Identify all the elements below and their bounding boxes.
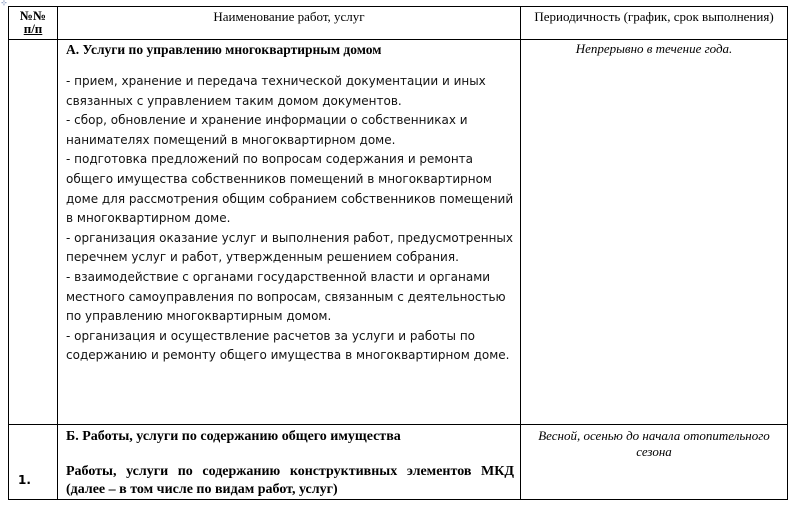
list-item: - прием, хранение и передача технической документации и иных связанных с управлением таким домом документов. <box>66 74 486 108</box>
section-b-subtitle: Работы, услуги по содержанию конструктивных элементов МКД (далее – в том числе по видам работ, услуг) <box>66 464 514 497</box>
table-header-row <box>9 7 788 40</box>
table-row <box>9 425 788 500</box>
section-a-items <box>58 72 520 366</box>
row-a-number-cell <box>9 40 58 425</box>
header-period-cell: Периодичность (график, срок выполнения) <box>521 7 788 40</box>
section-b-title: Б. Работы, услуги по содержанию общего имущества <box>66 429 401 444</box>
header-name-cell: Наименование работ, услуг <box>58 7 521 40</box>
anchor-icon: ⊹ <box>1 0 7 7</box>
row-b-number-cell <box>9 425 58 500</box>
row-b-content-cell <box>58 425 521 500</box>
table-row <box>9 40 788 425</box>
row-a-period-cell <box>521 40 788 425</box>
section-a-period: Непрерывно в течение года. <box>575 41 733 56</box>
list-item: - организация оказание услуг и выполнения работ, предусмотренных перечнем услуг и работ, утвержденным решением собрания. <box>66 230 513 265</box>
list-item: - организация и осуществление расчетов за услуги и работы по содержанию и ремонту общего имущества в многоквартирном доме. <box>66 328 510 363</box>
row-a-content-cell <box>58 40 521 425</box>
header-number-line1: №№ <box>19 8 47 23</box>
section-a-title: А. Услуги по управлению многоквартирным домом <box>66 42 382 57</box>
row-b-period-cell <box>521 425 788 500</box>
header-number-cell <box>9 7 58 40</box>
section-b-period: Весной, осенью до начала отопительного сезона <box>538 428 770 459</box>
header-number-line2: п/п <box>23 21 43 36</box>
list-item: - подготовка предложений по вопросам содержания и ремонта общего имущества собственников помещений в многоквартирном доме для рассмотрения общим собранием собственников помещений в многоквартирном доме. <box>66 152 514 226</box>
row-number: 1. <box>18 473 31 487</box>
list-item: - сбор, обновление и хранение информации о собственниках и нанимателях помещений в многоквартирном доме. <box>66 113 468 147</box>
list-item: - взаимодействие с органами государственной власти и органами местного самоуправления по вопросам, связанным с деятельностью по управлению многоквартирным домом. <box>66 269 506 324</box>
works-table <box>8 6 788 500</box>
